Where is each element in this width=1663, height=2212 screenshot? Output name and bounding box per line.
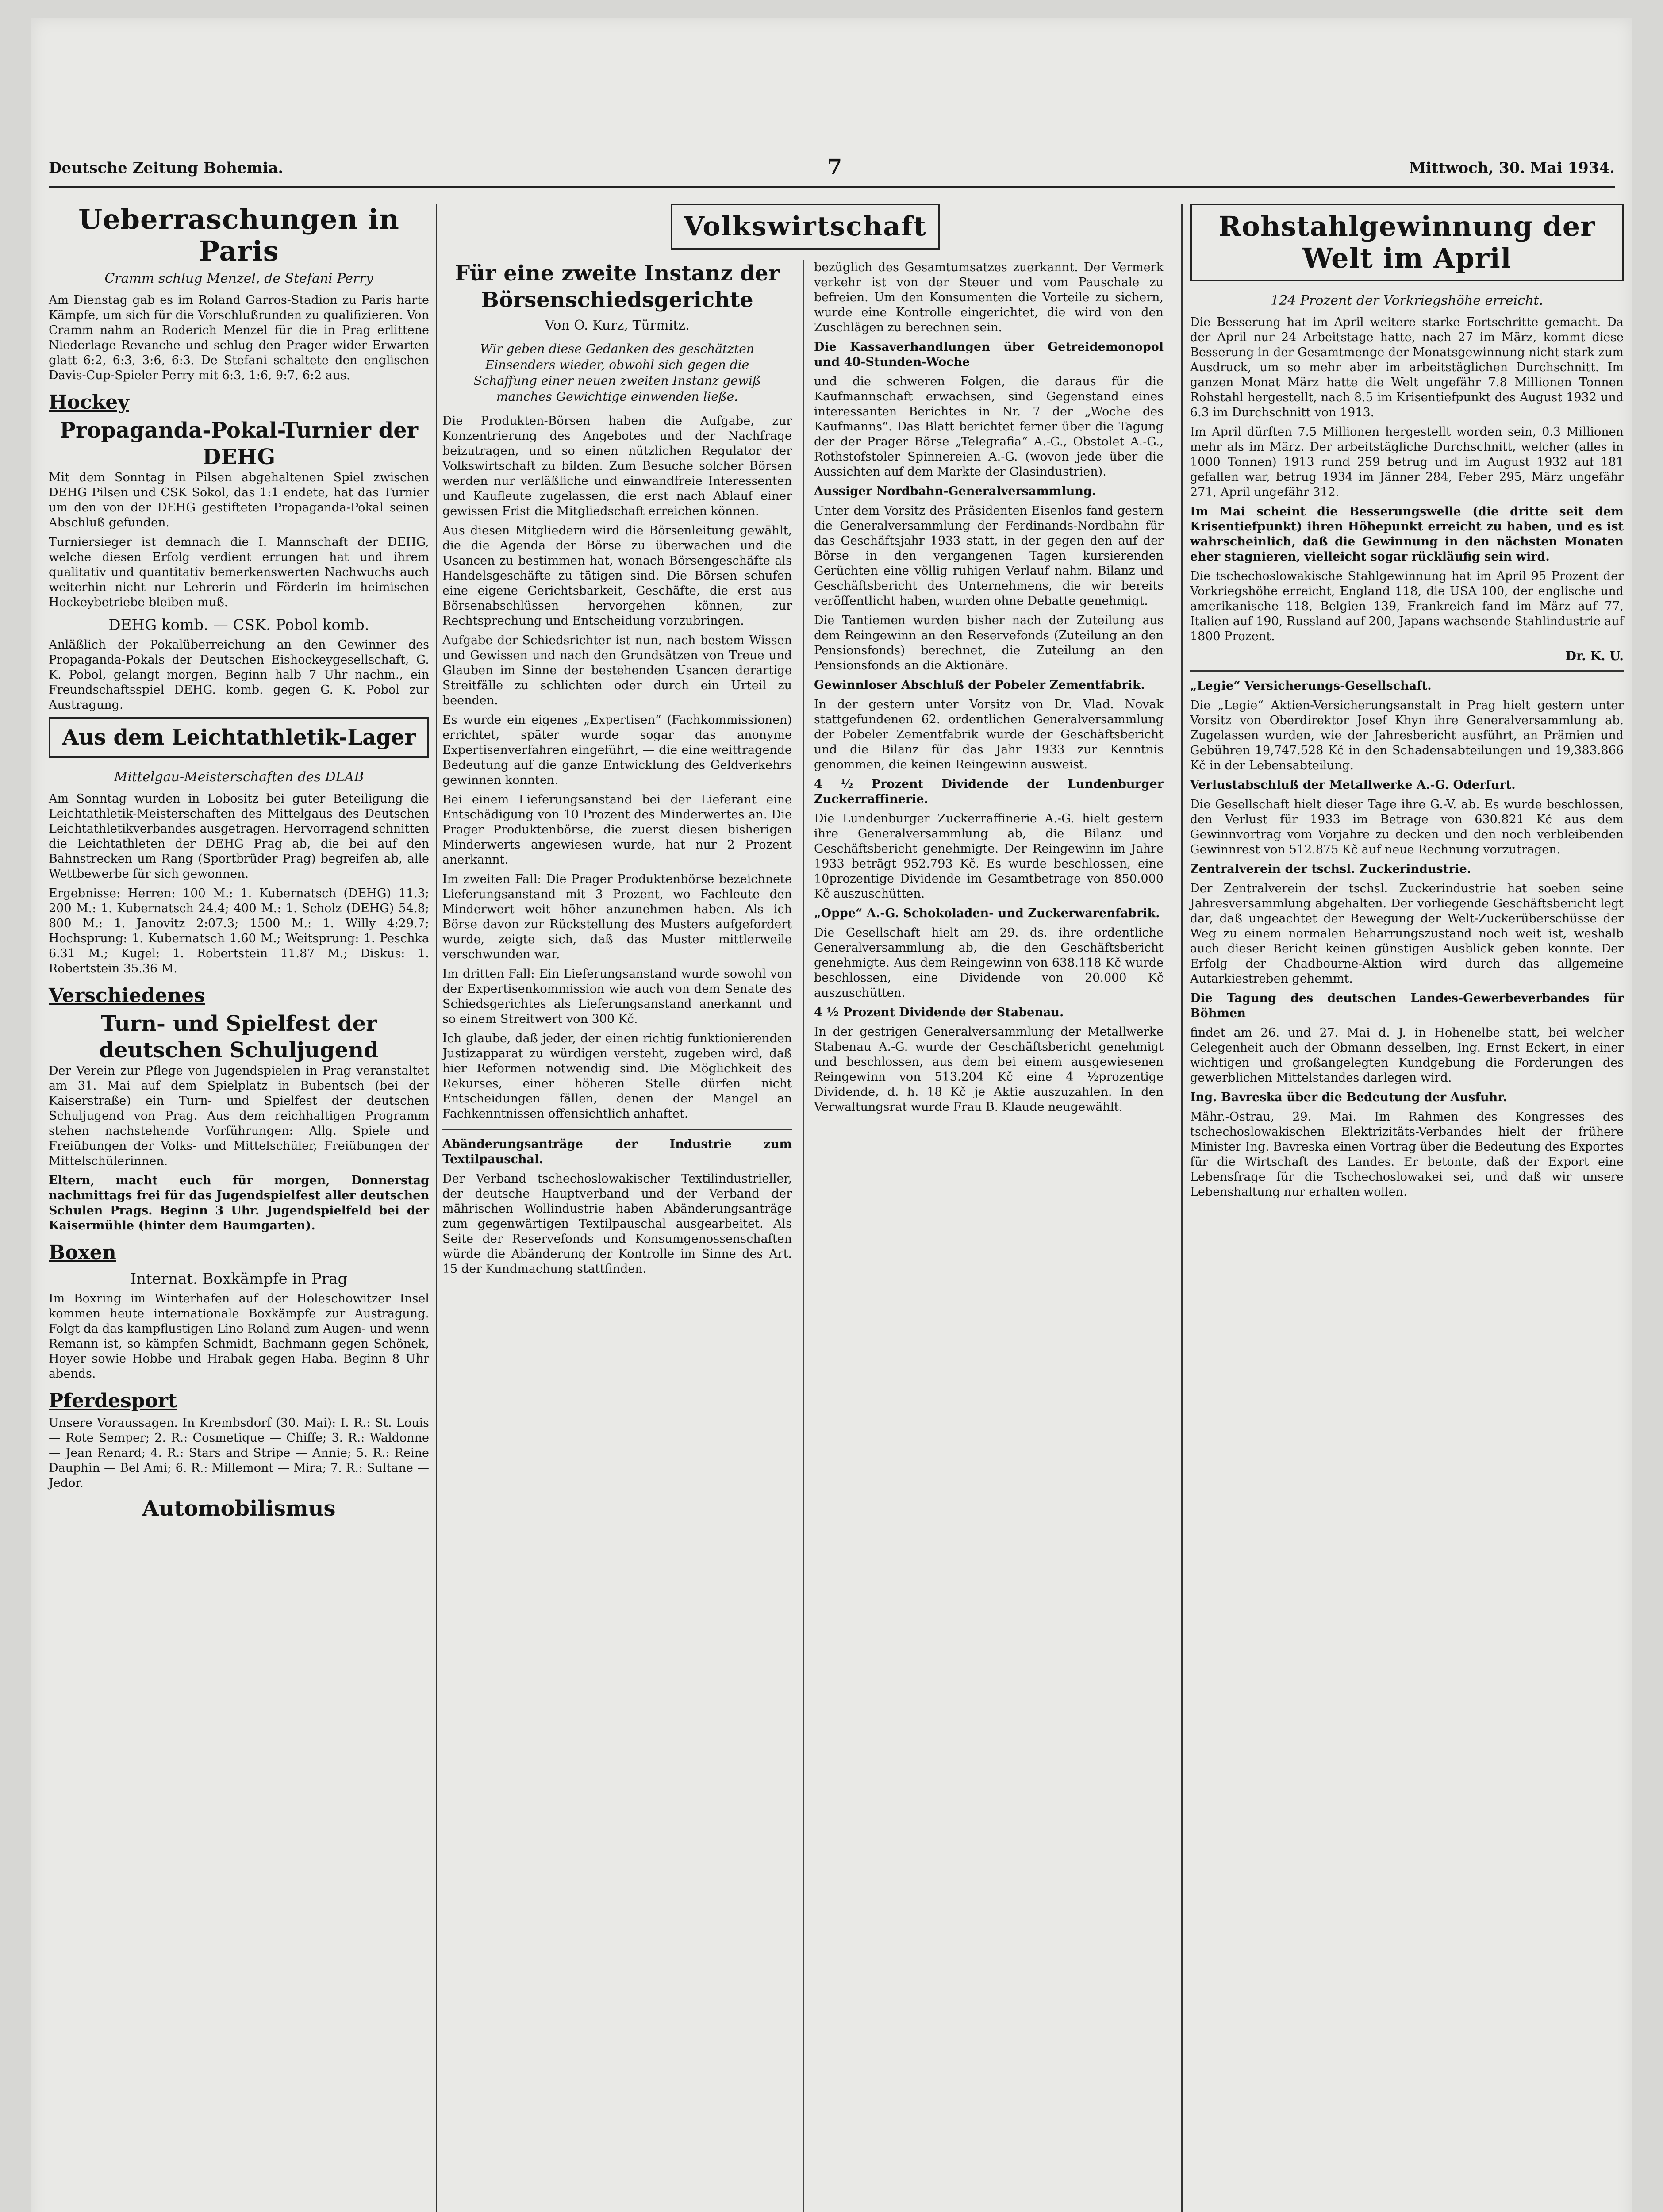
article-text: Am Sonntag wurden in Lobositz bei guter Beteiligung die Leichtathletik-Meisterschaften des Mittelgaus des Deutschen Leichtathletikverbandes ausgetragen. Hervorragend schnitten die Leichtathleten der DEHG Prag ab, die bei auf den Bahnstrecken um Rang (Sportbrüder Prag) begreifen ab, alle Wettbewerbe für sich gewonnen.: [49, 792, 429, 881]
subcolumn-divider: [803, 260, 804, 2212]
match-heading: DEHG komb. — CSK. Pobol komb.: [108, 616, 369, 634]
headline-school-festival: Turn- und Spielfest der deutschen Schuljugend: [99, 1011, 379, 1063]
section-misc: Verschiedenes: [49, 984, 205, 1007]
issue-date: Mittwoch, 30. Mai 1934.: [1409, 159, 1615, 177]
economy-left-subcolumn: [442, 260, 792, 1281]
notice-heading: „Oppe“ A.-G. Schokoladen- und Zuckerwarenfabrik.: [814, 906, 1160, 920]
article-text: Unter dem Vorsitz des Präsidenten Eisenlos fand gestern die Generalversammlung der Ferdinands-Nordbahn für das Geschäftsjahr 1933 statt, in der gegen den auf der Börse in den vergangenen Tagen kursierenden Gerüchten eine völlig ruhigen Verlauf nahm. Bilanz und Geschäftsbericht des Unternehmens, die wir bereits veröffentlicht haben, wurden ohne Debatte genehmigt.: [814, 504, 1164, 608]
steel-column: [1190, 204, 1624, 1204]
notice-heading: Die Kassaverhandlungen über Getreidemonopol und 40-Stunden-Woche: [814, 340, 1164, 369]
byline: Von O. Kurz, Türmitz.: [545, 318, 690, 333]
subheadline-paris: Cramm schlug Menzel, de Stefani Perry: [104, 271, 373, 286]
notice-heading: Zentralverein der tschsl. Zuckerindustrie.: [1190, 862, 1471, 876]
column-divider: [436, 204, 437, 2212]
notice-heading: Gewinnloser Abschluß der Pobeler Zementfabrik.: [814, 678, 1145, 692]
notice-heading: 4 ½ Prozent Dividende der Lundenburger Zuckerraffinerie.: [814, 777, 1164, 806]
header-rule: [49, 186, 1615, 188]
article-text: bezüglich des Gesamtumsatzes zuerkannt. Der Vermerk verkehr ist von der Steuer und vom Pauschale zu befreien. Um den Konsumenten die Vorteile zu sichern, wurde eine Kontrolle eingerichtet, die wird von den Zuschlägen zu berechnen sein.: [814, 261, 1164, 334]
article-text: In der gestrigen Generalversammlung der Metallwerke Stabenau A.-G. wurde der Geschäftsbericht genehmigt und beschlossen, aus dem bei einem ausgewiesenen Reingewinn von 513.204 Kč eine 4 ½prozentige Dividende, d. h. 18 Kč je Aktie auszuzahlen. In den Verwaltungsrat wurde Frau B. Klaude neugewählt.: [814, 1025, 1164, 1114]
editorial-intro: Wir geben diese Gedanken des geschätzten Einsenders wieder, obwohl sich gegen die Schaffung einer neuen zweiten Instanz gewiß manches Gewichtige einwenden ließe.: [473, 342, 761, 404]
article-text: Bei einem Lieferungsanstand bei der Lieferant eine Entschädigung von 10 Prozent des Minderwertes an. Die Prager Produktenbörse, die zuerst diesen bisherigen Minderwerts angewiesen wurde, hat nur 2 Prozent anerkannt.: [442, 793, 792, 867]
headline-paris: Ueberraschungen in Paris: [78, 203, 399, 267]
headline-exchange-courts: Für eine zweite Instanz der Börsenschiedsgerichte: [455, 261, 780, 312]
author-signature: Dr. K. U.: [1565, 649, 1624, 663]
economy-column: [442, 204, 1168, 2212]
article-text: Die Gesellschaft hielt dieser Tage ihre G.-V. ab. Es wurde beschlossen, den Verlust für 1933 im Betrage von 630.821 Kč aus dem Gewinnvortrag vom Vorjahre zu decken und den noch verbleibenden Gewinnrest von 512.875 Kč auf neue Rechnung vorzutragen.: [1190, 798, 1624, 856]
subheadline-steel: 124 Prozent der Vorkriegshöhe erreicht.: [1271, 293, 1543, 308]
article-text: Am Dienstag gab es im Roland Garros-Stadion zu Paris harte Kämpfe, um sich für die Vorschlußrunden zu qualifizieren. Von Cramm nahm an Roderich Menzel für die in Prag erlittene Niederlage Revanche und schlug den Prager wider Erwarten glatt 6:2, 6:3, 3:6, 6:3. De Stefani schaltete den englischen Davis-Cup-Spieler Perry mit 6:3, 1:6, 9:7, 6:2 aus.: [49, 293, 429, 382]
headline-hockey: Propaganda-Pokal-Turnier der DEHG: [59, 418, 419, 469]
article-text: Die Lundenburger Zuckerraffinerie A.-G. hielt gestern ihre Generalversammlung ab, die Bilanz und Geschäftsbericht genehmigte. Der Reingewinn im Jahre 1933 beträgt 952.793 Kč. Es wurde beschlossen, eine 10prozentige Dividende im Gesamtbetrage von 850.000 Kč auszuschütten.: [814, 812, 1164, 901]
notice-heading: Die Tagung des deutschen Landes-Gewerbeverbandes für Böhmen: [1190, 991, 1624, 1020]
article-text: Die Gesellschaft hielt am 29. ds. ihre ordentliche Generalversammlung ab, die den Geschäftsbericht genehmigte. Aus dem Reingewinn von 638.118 Kč wurde beschlossen, eine Dividende von 20.000 Kč auszuschütten.: [814, 926, 1164, 1000]
article-text: Anläßlich der Pokalüberreichung an den Gewinner des Propaganda-Pokals der Deutschen Eishockeygesellschaft, G. K. Pobol, gelangt morgen, Beginn halb 7 Uhr nachm., ein Freundschaftsspiel DEHG. komb. gegen G. K. Pobol zur Austragung.: [49, 638, 429, 712]
page-number: 7: [827, 155, 842, 180]
article-text: Die Besserung hat im April weitere starke Fortschritte gemacht. Da der April nur 24 Arbeitstage hatte, nach 27 im März, kommt diese Besserung in der Gesamtmenge der Monatsgewinnung nicht stark zum Ausdruck, um so mehr aber im arbeitstäglichen Durchschnitt. Im ganzen Monat März hatte die Welt ungefähr 7.8 Millionen Tonnen Rohstahl hergestellt, nach 8.5 im Krisentiefpunkt des August 1932 und 6.3 im Durchschnitt von 1913.: [1190, 315, 1624, 419]
headline-athletics: Aus dem Leichtathletik-Lager: [49, 717, 429, 758]
newspaper-page: [31, 18, 1632, 2212]
article-text: Der Verband tschechoslowakischer Textilindustrieller, der deutsche Hauptverband und der Verband der mährischen Wollindustrie haben Abänderungsanträge zum gegenwärtigen Textilpauschal ausgearbeitet. Als Seite der Reservefonds und Konsumgenossenschaften würde die Abänderung der Kontrolle im Sinne des Art. 15 der Kundmachung stattfinden.: [442, 1172, 792, 1276]
section-hockey: Hockey: [49, 391, 129, 414]
section-horse-racing: Pferdesport: [49, 1390, 177, 1412]
article-text: Mähr.-Ostrau, 29. Mai. Im Rahmen des Kongresses des tschechoslowakischen Elektrizitäts-Verbandes hielt der frühere Minister Ing. Bavreska einen Vortrag über die Bedeutung des Exportes für die Wirtschaft des Landes. Er betonte, daß der Export eine Lebensfrage für die Tschechoslowakei sei, und daß wir unsere Lebenshaltung nur erhalten wollen.: [1190, 1110, 1624, 1199]
article-text: Die „Legie“ Aktien-Versicherungsanstalt in Prag hielt gestern unter Vorsitz von Oberdirektor Josef Khyn ihre Generalversammlung ab. Zugelassen wurden, wie der Jahresbericht ausführt, an Prämien und Gebühren 19,747.528 Kč in den Schadensabteilungen und 19,383.866 Kč in der Lebensabteilung.: [1190, 699, 1624, 772]
article-text: Im Mai scheint die Besserungswelle (die dritte seit dem Krisentiefpunkt) ihren Höhepunkt erreicht zu haben, und es ist wahrscheinlich, daß die Gewinnung in den nächsten Monaten eher stagnieren, vielleicht sogar rückläufig sein wird.: [1190, 505, 1624, 564]
notice-heading: Ing. Bavreska über die Bedeutung der Ausfuhr.: [1190, 1091, 1507, 1104]
article-text: und die schweren Folgen, die daraus für die Kaufmannschaft erwachsen, sind Gegenstand eines interessanten Berichtes in Nr. 7 der „Woche des Kaufmanns“. Das Blatt berichtet ferner über die Tagung der der Prager Börse „Telegrafia“ A.-G., Obstolet A.-G., Rothstofstoler Spinnereien A.-G. (wovon jede über die Aussichten auf dem Markte der Glasindustrien).: [814, 375, 1164, 479]
notice-heading: Verlustabschluß der Metallwerke A.-G. Oderfurt.: [1190, 778, 1516, 792]
notice-heading: Aussiger Nordbahn-Generalversammlung.: [814, 484, 1096, 498]
column-divider: [1181, 204, 1183, 2212]
article-text: Der Verein zur Pflege von Jugendspielen in Prag veranstaltet am 31. Mai auf dem Spielplatz in Bubentsch (bei der Kaiserstraße) ein Turn- und Spielfest der deutschen Schuljugend von Prag. Aus dem reichhaltigen Programm stehen nachstehende Vorführungen: Allg. Spiele und Freiübungen der Volks- und Mittelschüler, Freiübungen der Mittelschülerinnen.: [49, 1064, 429, 1168]
section-boxing: Boxen: [49, 1241, 116, 1264]
page-header: [49, 155, 1615, 195]
headline-steel: Rohstahlgewinnung der Welt im April: [1190, 204, 1624, 281]
article-text: Turniersieger ist demnach die I. Mannschaft der DEHG, welche diesen Erfolg verdient errungen hat und ihrem qualitativ und quantitativ bemerkenswerten Nachwuchs auch weiterhin nicht nur Lehrerin und Förderin im heimischen Hockeybetriebe bleiben muß.: [49, 535, 429, 609]
notice-heading: „Legie“ Versicherungs-Gesellschaft.: [1190, 679, 1432, 693]
article-text: Die tschechoslowakische Stahlgewinnung hat im April 95 Prozent der Vorkriegshöhe erreicht, England 118, die USA 100, der englische und amerikanische 118, Belgien 139, Frankreich fand im März auf 77, Italien auf 190, Russland auf 200, Japans wachsende Stahlindustrie auf 1800 Prozent.: [1190, 569, 1624, 643]
article-text: Es wurde ein eigenes „Expertisen“ (Fachkommissionen) errichtet, später wurde sogar das anonyme Expertisenverfahren eingeführt, — die eine weittragende Bedeutung auf die ganze Entwicklung des Geldverkehrs gewinnen konnten.: [442, 713, 792, 787]
masthead-left: Deutsche Zeitung Bohemia.: [49, 159, 284, 177]
article-text: Im dritten Fall: Ein Lieferungsanstand wurde sowohl von der Expertisenkommission wie auch von dem Senate des Schiedsgerichtes als Lieferungsanstand anerkannt und so einem Streitwert von 300 Kč.: [442, 967, 792, 1026]
article-text: Die Produkten-Börsen haben die Aufgabe, zur Konzentrierung des Angebotes und der Nachfrage beizutragen, und so einen nützlichen Regulator der Volkswirtschaft zu bilden. Zum Besuche solcher Börsen werden nur verläßliche und einwandfreie Interessenten und Kaufleute zugelassen, die erst nach Ablauf einer gewissen Frist die Mitgliedschaft erreichen können.: [442, 414, 792, 518]
section-rule: [442, 1129, 792, 1130]
article-text: Unsere Voraussagen. In Krembsdorf (30. Mai): I. R.: St. Louis — Rote Semper; 2. R.: Cosmetique — Chiffe; 3. R.: Waldonne — Jean Renard; 4. R.: Stars and Stripe — Annie; 5. R.: Reine Dauphin — Bel Ami; 6. R.: Millemont — Mira; 7. R.: Sultane — Jedor.: [49, 1416, 429, 1490]
subheadline-athletics: Mittelgau-Meisterschaften des DLAB: [114, 769, 364, 785]
article-text: Aus diesen Mitgliedern wird die Börsenleitung gewählt, die die Agenda der Börse zu überwachen und die Usancen zu bestimmen hat, wonach Börsengeschäfte als Handelsgeschäfte zu tätigen sind. Die Börsen schufen eine eigene Gerichtsbarkeit, Geschäfte, die erst aus Börsenabschlüssen hervorgehen können, zur Rechtsprechung und Entscheidung vorzubringen.: [442, 524, 792, 628]
article-text: Mit dem Sonntag in Pilsen abgehaltenen Spiel zwischen DEHG Pilsen und CSK Sokol, das 1:1 endete, hat das Turnier um den von der DEHG gestifteten Propaganda-Pokal seinen Abschluß gefunden.: [49, 471, 429, 530]
article-text: Aufgabe der Schiedsrichter ist nun, nach bestem Wissen und Gewissen und nach den Grundsätzen von Treue und Glauben im Sinne der bestehenden Usancen derartige Streitfälle zu schlichten oder durch ein Urteil zu beenden.: [442, 634, 792, 707]
article-text: In der gestern unter Vorsitz von Dr. Vlad. Novak stattgefundenen 62. ordentlichen Generalversammlung der Pobeler Zementfabrik wurde der Geschäftsbericht und die Bilanz für das Jahr 1933 zur Kenntnis genommen, die keinen Reingewinn ausweist.: [814, 698, 1164, 772]
article-text: Ich glaube, daß jeder, der einen richtig funktionierenden Justizapparat zu würdigen versteht, zugeben wird, daß hier Reformen notwendig sind. Die Möglichkeit des Rekurses, einer höheren Stelle dürfen nicht Entscheidungen fällen, denen der Mangel an Fachkenntnissen offensichtlich anhaftet.: [442, 1032, 792, 1121]
notice-heading: 4 ½ Prozent Dividende der Stabenau.: [814, 1006, 1064, 1019]
economy-subcolumns: [442, 260, 1168, 2212]
notice-heading: Abänderungsanträge der Industrie zum Textilpauschal.: [442, 1137, 792, 1166]
section-rule: [1190, 670, 1624, 672]
section-title-economy: Volkswirtschaft: [671, 204, 940, 250]
article-text: Im Boxring im Winterhafen auf der Holeschowitzer Insel kommen heute internationale Boxkämpfe zur Austragung. Folgt da das kampflustigen Lino Roland zum Augen- und wenn Remann ist, so kämpfen Schmidt, Bachmann gegen Schönek, Hoyer sowie Hobbe und Hrabak gegen Haba. Beginn 8 Uhr abends.: [49, 1292, 429, 1381]
economy-right-subcolumn: [814, 260, 1164, 1119]
article-text: Im April dürften 7.5 Millionen hergestellt worden sein, 0.3 Millionen mehr als im März. Der arbeitstägliche Durchschnitt, welcher (alles in 1000 Tonnen) 1913 rund 259 betrug und im August 1932 auf 181 gefallen war, betrug 1934 im Jänner 284, Feber 295, März ungefähr 271, April ungefähr 312.: [1190, 425, 1624, 499]
section-motoring: Automobilismus: [142, 1496, 336, 1521]
sports-column: [49, 204, 429, 1522]
article-text: Der Zentralverein der tschsl. Zuckerindustrie hat soeben seine Jahresversammlung abgehalten. Der vorliegende Geschäftsbericht legt dar, daß ungeachtet der Bewegung der Welt-Zuckerüberschüsse der Weg zu einem normalen Beharrungszustand noch weit ist, weshalb auch dieser Bericht keinen günstigen Ausblick geben konnte. Der Erfolg der Chadbourne-Aktion wird durch das allgemeine Autarkiestreben gehemmt.: [1190, 882, 1624, 986]
article-text: Eltern, macht euch für morgen, Donnerstag nachmittags frei für das Jugendspielfest aller deutschen Schulen Prags. Beginn 3 Uhr. Jugendspielfeld bei der Kaisermühle (hinter dem Baumgarten).: [49, 1174, 429, 1233]
article-text: Die Tantiemen wurden bisher nach der Zuteilung aus dem Reingewinn an den Reservefonds (Zuteilung an den Pensionsfonds) berechnet, die Zuteilung an den Pensionsfonds an die Aktionäre.: [814, 614, 1164, 672]
article-text: findet am 26. und 27. Mai d. J. in Hohenelbe statt, bei welcher Gelegenheit auch der Obmann desselben, Ing. Ernst Eckert, in einer wichtigen und großangelegten Kundgebung die Forderungen des gewerblichen Mittelstandes darlegen wird.: [1190, 1026, 1624, 1085]
headline-boxing: Internat. Boxkämpfe in Prag: [130, 1270, 348, 1288]
article-text: Im zweiten Fall: Die Prager Produktenbörse bezeichnete Lieferungsanstand mit 3 Prozent, wo Fachleute den Minderwert weit höher anzunehmen haben. Als ich Börse davon zur Rückstellung des Musters aufgefordert wurde, zeigte sich, daß das Muster mittlerweile verschwunden war.: [442, 872, 792, 961]
results-text: Ergebnisse: Herren: 100 M.: 1. Kubernatsch (DEHG) 11.3; 200 M.: 1. Kubernatsch 24.4; 400 M.: 1. Scholz (DEHG) 54.8; 800 M.: 1. Janovitz 2:07.3; 1500 M.: 1. Willy 4:29.7; Hochsprung: 1. Kubernatsch 1.60 M.; Weitsprung: 1. Peschka 6.31 M.; Kugel: 1. Robertstein 11.87 M.; Diskus: 1. Robertstein 35.36 M.: [49, 887, 429, 975]
